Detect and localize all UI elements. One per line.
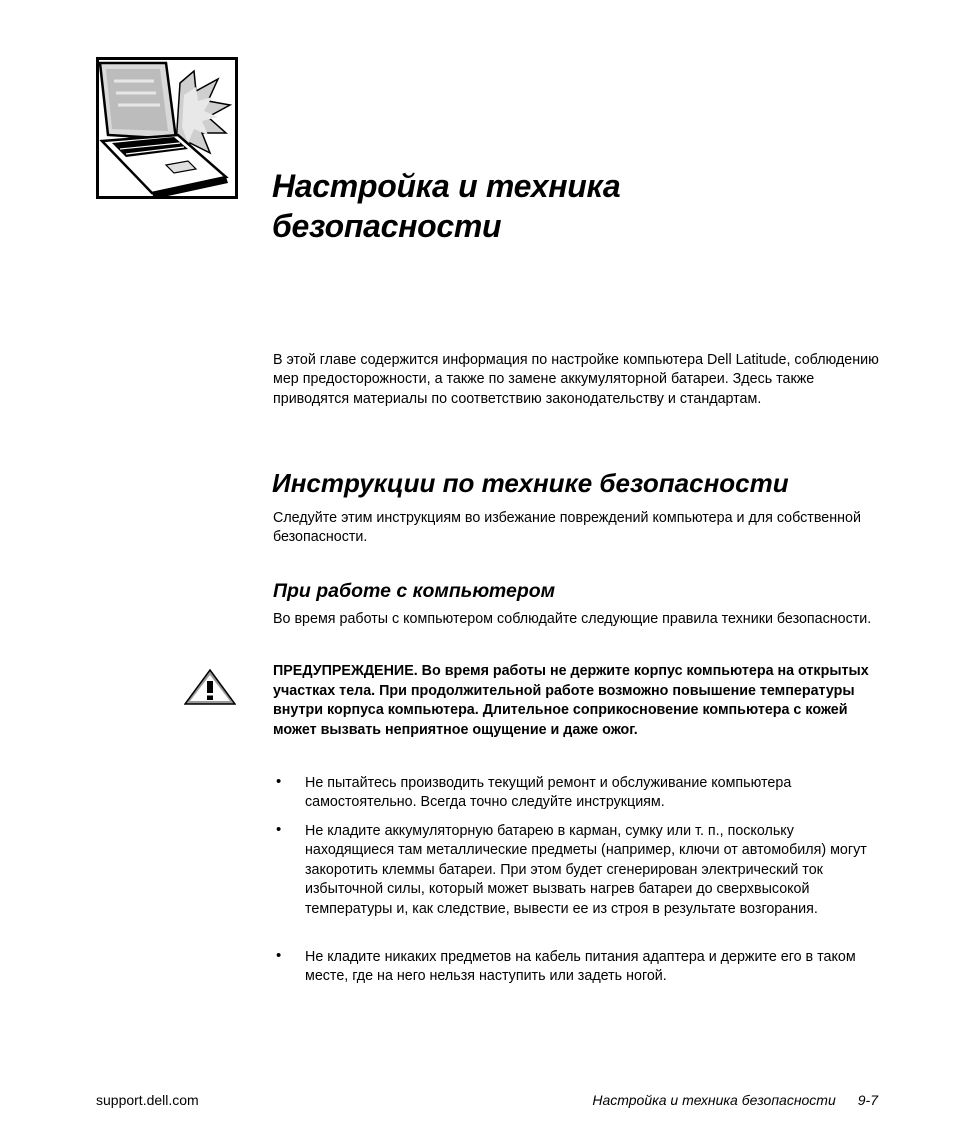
bullet-item: Не кладите никаких предметов на кабель питания адаптера и держите его в таком месте, где на него нельзя наступить или задеть ногой. xyxy=(305,949,856,985)
working-subsection-title: При работе с компьютером xyxy=(273,580,556,602)
warning-triangle-icon xyxy=(184,668,236,706)
laptop-burst-icon xyxy=(96,57,238,199)
footer-chapter-page xyxy=(560,1091,878,1109)
chapter-title-line2: безопасности xyxy=(272,208,502,244)
page-number: 9-7 xyxy=(857,1092,878,1108)
working-intro-paragraph: Во время работы с компьютером соблюдайте следующие правила техники безопасности. xyxy=(273,611,872,627)
intro-paragraph: В этой главе содержится информация по настройке компьютера Dell Latitude, соблюдению мер предосторожности, а также по замене аккумуляторной батареи. Здесь также приводятся материалы по соответствию законодательству и стандартам. xyxy=(273,352,879,407)
warning-text: ПРЕДУПРЕЖДЕНИЕ. Во время работы не держите корпус компьютера на открытых участках тела. При продолжительной работе возможно повышение температуры внутри корпуса компьютера. Длительное соприкосновение компьютера с кожей может вызвать неприятное ощущение и даже ожог. xyxy=(273,663,869,738)
bullet-item: Не пытайтесь производить текущий ремонт и обслуживание компьютера самостоятельно. Всегда точно следуйте инструкциям. xyxy=(305,775,792,811)
bullet-item: Не кладите аккумуляторную батарею в карман, сумку или т. п., поскольку находящиеся там металлические предметы (например, ключи от автомобиля) могут закоротить клеммы батареи. При этом будет сгенерирован электрический ток избыточной силы, который может вызвать нагрев батареи до сверхвысокой температуры и, как следствие, вывести ее из строя в результате возгорания. xyxy=(305,823,867,917)
safety-intro-paragraph: Следуйте этим инструкциям во избежание повреждений компьютера и для собственной безопасности. xyxy=(273,510,861,546)
footer-chapter-title: Настройка и техника безопасности xyxy=(592,1092,836,1108)
footer-site-link[interactable]: support.dell.com xyxy=(96,1092,199,1108)
chapter-title-line1: Настройка и техника xyxy=(272,168,621,204)
bullet-symbol: • xyxy=(276,773,282,790)
bullet-symbol: • xyxy=(276,821,282,838)
bullet-symbol: • xyxy=(276,947,282,964)
safety-section-title: Инструкции по технике безопасности xyxy=(272,468,789,498)
chapter-title xyxy=(272,166,912,246)
